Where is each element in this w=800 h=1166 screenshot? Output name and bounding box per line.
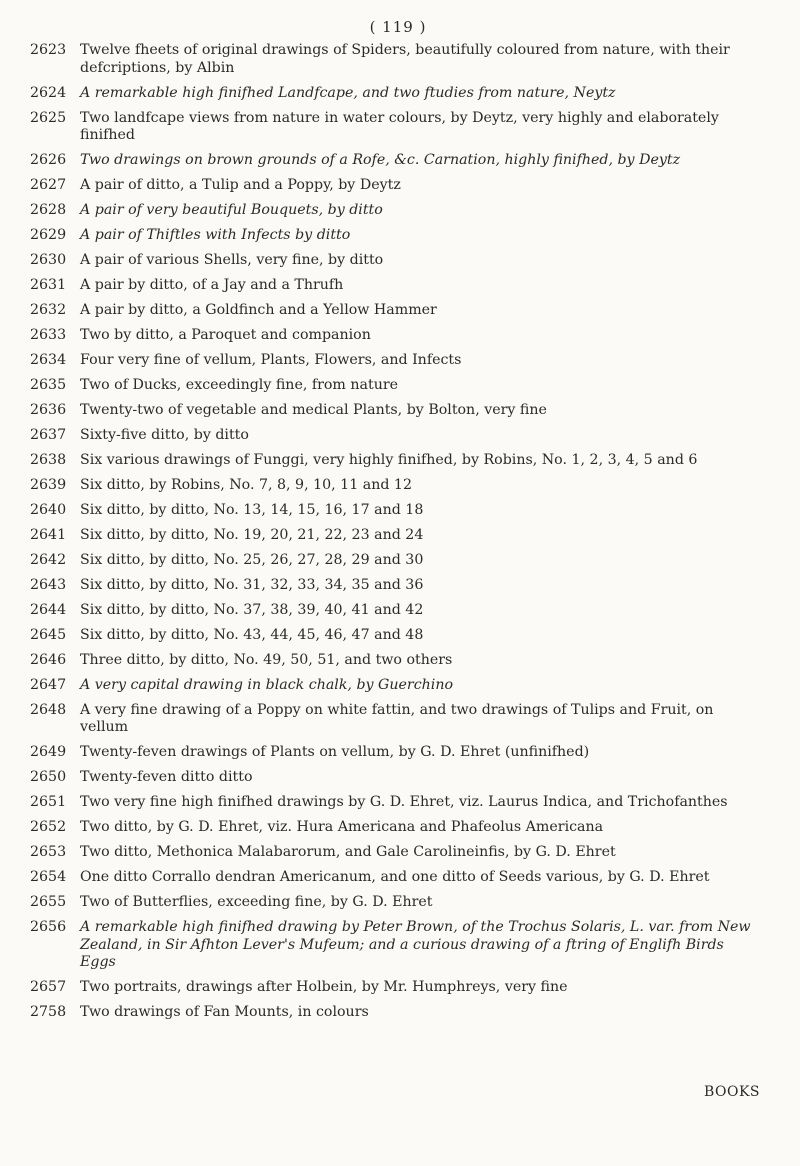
lot-number: 2649 [30,744,67,761]
lot-number: 2638 [30,451,67,468]
lot-entry [30,477,766,495]
lot-number: 2652 [30,819,67,836]
lot-entry [30,869,766,887]
lot-entry [30,402,766,420]
lot-number: 2629 [30,227,67,244]
lot-description: Two very fine high finifhed drawings by G. D. Ehret, viz. Laurus Indica, and Trichofanthes [80,794,728,811]
lot-entry [30,819,766,837]
lot-description: Twenty-feven drawings of Plants on vellum, by G. D. Ehret (unfinifhed) [80,744,590,761]
lot-number: 2650 [30,769,67,786]
catchword: BOOKS [703,1084,760,1100]
lot-description: Two by ditto, a Paroquet and companion [80,327,371,344]
lot-number: 2626 [30,152,67,169]
lot-description: A very capital drawing in black chalk, by Guerchino [80,676,454,693]
lot-entry [30,42,766,77]
lot-entry [30,377,766,395]
lot-number: 2639 [30,476,67,493]
lot-number: 2640 [30,501,67,518]
lot-description: Sixty-five ditto, by ditto [80,426,249,443]
lot-entry [30,327,766,345]
lot-entry [30,427,766,445]
lot-entry [30,577,766,595]
lot-description: Two of Ducks, exceedingly fine, from nature [80,377,399,393]
lot-description: A pair of Thiftles with Infects by ditto [80,227,351,244]
lot-description: Twenty-two of vegetable and medical Plants, by Bolton, very fine [80,401,547,418]
lot-number: 2632 [30,302,67,319]
lot-entry [30,302,766,320]
lot-description: Six ditto, by ditto, No. 25, 26, 27, 28, 29 and 30 [80,551,424,568]
lot-description: Four very fine of vellum, Plants, Flowers, and Infects [80,352,462,369]
lot-description: A pair by ditto, a Goldfinch and a Yellow Hammer [80,302,437,319]
lot-number: 2648 [30,701,67,718]
lot-description: Six ditto, by ditto, No. 43, 44, 45, 46, 47 and 48 [80,626,424,643]
lot-number: 2758 [30,1004,67,1021]
lot-description: Twelve fheets of original drawings of Spiders, beautifully coloured from nature, with their defcriptions, by Albin [80,42,730,76]
lot-entry [30,979,766,997]
lot-number: 2636 [30,401,67,418]
lot-number: 2647 [30,676,67,693]
lot-description: Six various drawings of Funggi, very highly finifhed, by Robins, No. 1, 2, 3, 4, 5 and 6 [80,451,698,468]
lot-entry [30,202,766,220]
lot-description: Two of Butterflies, exceeding fine, by G. D. Ehret [80,894,433,911]
lot-number: 2644 [30,601,67,618]
lot-description: A remarkable high finifhed Landfcape, and two ftudies from nature, Neytz [80,84,616,101]
lot-entry [30,702,766,737]
lot-entry [30,844,766,862]
lot-description: Three ditto, by ditto, No. 49, 50, 51, and two others [80,651,453,668]
lot-entry [30,352,766,370]
lot-list [30,42,766,1022]
lot-entry [30,552,766,570]
lot-entry [30,277,766,295]
lot-number: 2646 [30,651,67,668]
lot-entry [30,252,766,270]
lot-number: 2653 [30,844,67,861]
lot-entry [30,894,766,912]
lot-description: Two drawings of Fan Mounts, in colours [80,1004,369,1021]
lot-number: 2657 [30,979,67,996]
lot-description: Six ditto, by ditto, No. 37, 38, 39, 40, 41 and 42 [80,601,424,618]
lot-entry [30,1004,766,1022]
lot-description: Two drawings on brown grounds of a Rofe, &c. Carnation, highly finifhed, by Deytz [80,152,681,169]
lot-description: One ditto Corrallo dendran Americanum, and one ditto of Seeds various, by G. D. Ehret [80,869,710,886]
lot-entry [30,919,766,972]
lot-number: 2634 [30,352,67,369]
lot-description: A pair of ditto, a Tulip and a Poppy, by Deytz [80,177,401,194]
lot-number: 2631 [30,277,67,294]
lot-number: 2633 [30,327,67,344]
lot-entry [30,502,766,520]
lot-entry [30,744,766,762]
lot-number: 2656 [30,919,67,936]
lot-entry [30,794,766,812]
lot-entry [30,677,766,695]
lot-number: 2635 [30,377,67,393]
lot-description: Six ditto, by ditto, No. 13, 14, 15, 16, 17 and 18 [80,501,424,518]
lot-number: 2641 [30,526,67,543]
lot-description: Six ditto, by ditto, No. 31, 32, 33, 34, 35 and 36 [80,576,424,593]
lot-number: 2624 [30,84,67,101]
lot-description: Six ditto, by Robins, No. 7, 8, 9, 10, 11 and 12 [80,476,412,493]
lot-number: 2655 [30,894,67,911]
lot-description: Two portraits, drawings after Holbein, by Mr. Humphreys, very fine [80,979,568,996]
lot-entry [30,177,766,195]
lot-description: A pair by ditto, of a Jay and a Thrufh [80,277,344,294]
lot-description: A remarkable high finifhed drawing by Peter Brown, of the Trochus Solaris, L. var. from New Zealand, in Sir Afhton Lever's Mufeum; and a curious drawing of a ftring of Englifh Birds Eggs [80,919,751,971]
lot-number: 2623 [30,42,67,58]
lot-number: 2628 [30,202,67,219]
lot-number: 2637 [30,426,67,443]
lot-entry [30,627,766,645]
lot-entry [30,769,766,787]
lot-number: 2627 [30,177,67,194]
lot-entry [30,527,766,545]
lot-number: 2642 [30,551,67,568]
lot-entry [30,452,766,470]
lot-number: 2654 [30,869,67,886]
lot-description: A pair of various Shells, very fine, by ditto [80,252,384,269]
lot-description: A pair of very beautiful Bouquets, by ditto [80,202,383,219]
lot-description: Six ditto, by ditto, No. 19, 20, 21, 22, 23 and 24 [80,526,424,543]
lot-entry [30,152,766,170]
lot-description: Two landfcape views from nature in water colours, by Deytz, very highly and elaborately finifhed [80,109,719,144]
lot-entry [30,227,766,245]
lot-description: Two ditto, Methonica Malabarorum, and Gale Carolineinfis, by G. D. Ehret [80,844,616,861]
lot-entry [30,602,766,620]
lot-description: Twenty-feven ditto ditto [80,769,253,786]
lot-number: 2625 [30,109,67,126]
lot-entry [30,652,766,670]
lot-number: 2643 [30,576,67,593]
lot-entry [30,85,766,103]
lot-number: 2645 [30,626,67,643]
page-number: ( 119 ) [369,18,427,36]
lot-number: 2630 [30,252,67,269]
lot-description: A very fine drawing of a Poppy on white fattin, and two drawings of Tulips and Fruit, on vellum [80,701,714,736]
lot-description: Two ditto, by G. D. Ehret, viz. Hura Americana and Phafeolus Americana [80,819,604,836]
lot-entry [30,110,766,145]
lot-number: 2651 [30,794,67,811]
